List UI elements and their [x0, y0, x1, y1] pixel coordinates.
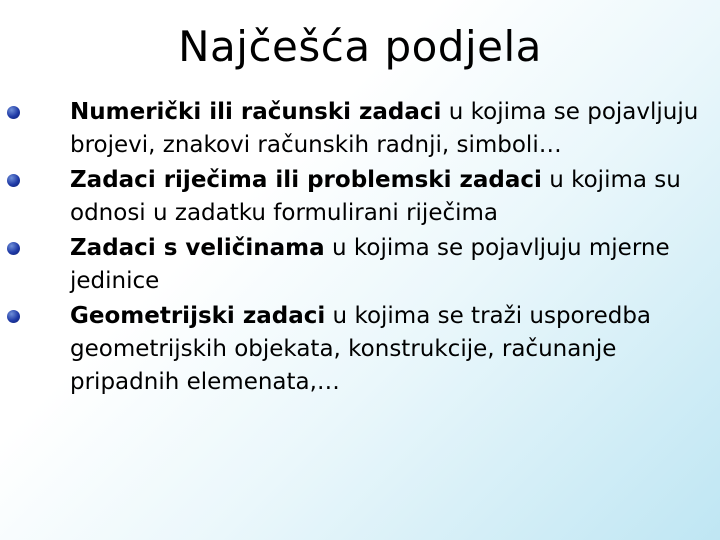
bullet-description: u kojima se pojavljuju mjerne jedinice	[70, 235, 670, 294]
bullet-item-quantities	[70, 232, 700, 298]
bullet-term: Numerički ili računski zadaci	[70, 99, 442, 125]
bullet-item-numeric	[70, 96, 700, 162]
bullet-list	[70, 96, 700, 401]
bullet-dot-icon	[7, 106, 20, 119]
bullet-description: u kojima se pojavljuju brojevi, znakovi računskih radnji, simboli…	[70, 99, 699, 158]
bullet-term: Zadaci riječima ili problemski zadaci	[70, 167, 542, 193]
bullet-dot-icon	[7, 174, 20, 187]
bullet-item-geometric	[70, 300, 700, 399]
bullet-dot-icon	[7, 242, 20, 255]
slide-title: Najčešća podjela	[178, 22, 542, 71]
bullet-term: Zadaci s veličinama	[70, 235, 325, 261]
bullet-description: u kojima su odnosi u zadatku formulirani riječima	[70, 167, 681, 226]
bullet-description: u kojima se traži usporedba geometrijskih objekata, konstrukcije, računanje pripadnih elemenata,…	[70, 303, 652, 395]
bullet-item-word-problems	[70, 164, 700, 230]
bullet-term: Geometrijski zadaci	[70, 303, 326, 329]
bullet-dot-icon	[7, 310, 20, 323]
